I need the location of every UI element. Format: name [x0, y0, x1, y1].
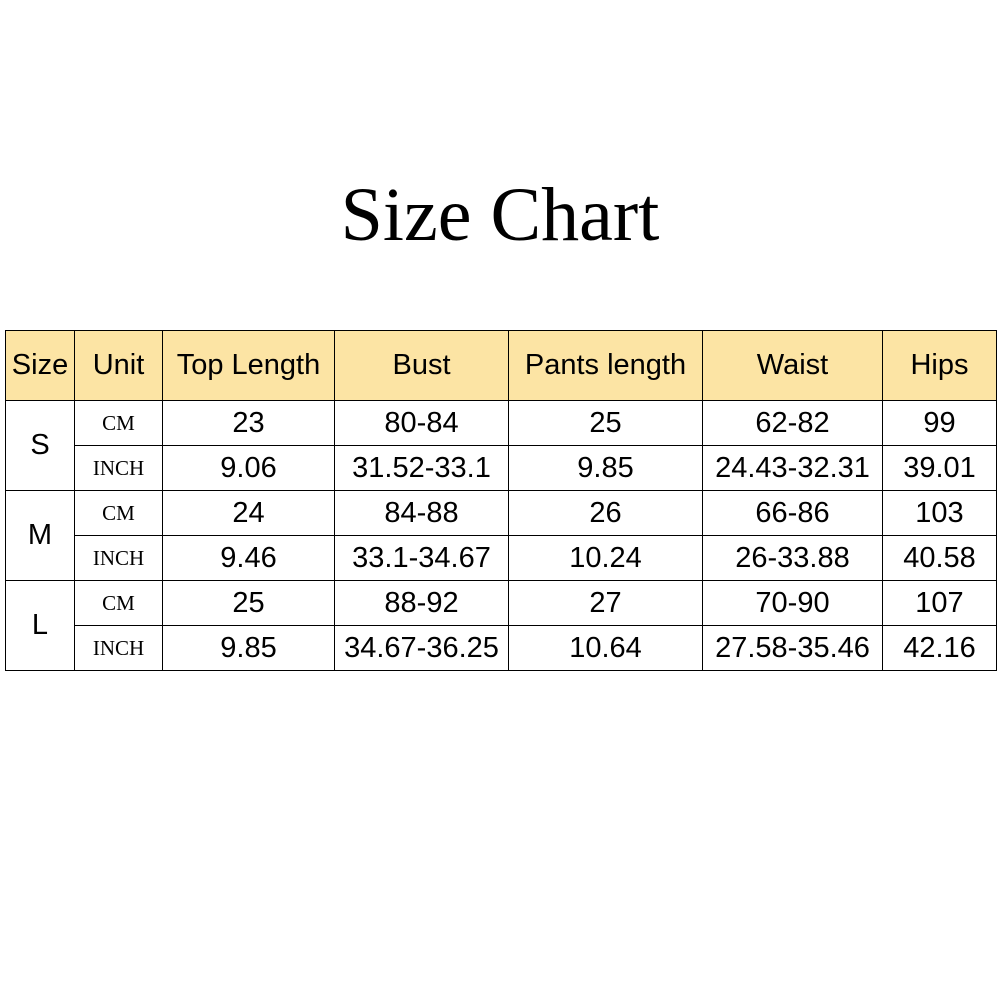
- top-length-cell: 25: [163, 581, 335, 626]
- page-title: Size Chart: [340, 173, 660, 257]
- size-cell: L: [6, 581, 75, 671]
- top-length-cell: 9.85: [163, 626, 335, 671]
- header-cell-unit: Unit: [75, 331, 163, 401]
- header-row: [6, 331, 997, 401]
- top-length-cell: 9.06: [163, 446, 335, 491]
- unit-cell: CM: [75, 491, 163, 536]
- unit-cell: CM: [75, 581, 163, 626]
- header-cell-size: Size: [6, 331, 75, 401]
- pants-length-cell: 9.85: [509, 446, 703, 491]
- waist-cell: 27.58-35.46: [703, 626, 883, 671]
- table-row: [6, 401, 997, 446]
- unit-cell: INCH: [75, 626, 163, 671]
- waist-cell: 24.43-32.31: [703, 446, 883, 491]
- header-cell-bust: Bust: [335, 331, 509, 401]
- pants-length-cell: 10.64: [509, 626, 703, 671]
- top-length-cell: 9.46: [163, 536, 335, 581]
- bust-cell: 88-92: [335, 581, 509, 626]
- top-length-cell: 24: [163, 491, 335, 536]
- waist-cell: 26-33.88: [703, 536, 883, 581]
- table-row: [6, 491, 997, 536]
- hips-cell: 103: [883, 491, 997, 536]
- bust-cell: 80-84: [335, 401, 509, 446]
- pants-length-cell: 10.24: [509, 536, 703, 581]
- size-chart-table: [5, 330, 997, 671]
- bust-cell: 33.1-34.67: [335, 536, 509, 581]
- unit-cell: CM: [75, 401, 163, 446]
- hips-cell: 42.16: [883, 626, 997, 671]
- size-cell: S: [6, 401, 75, 491]
- size-cell: M: [6, 491, 75, 581]
- unit-cell: INCH: [75, 536, 163, 581]
- header-cell-pants-length: Pants length: [509, 331, 703, 401]
- top-length-cell: 23: [163, 401, 335, 446]
- hips-cell: 99: [883, 401, 997, 446]
- pants-length-cell: 26: [509, 491, 703, 536]
- bust-cell: 34.67-36.25: [335, 626, 509, 671]
- header-cell-hips: Hips: [883, 331, 997, 401]
- waist-cell: 66-86: [703, 491, 883, 536]
- waist-cell: 62-82: [703, 401, 883, 446]
- bust-cell: 31.52-33.1: [335, 446, 509, 491]
- pants-length-cell: 25: [509, 401, 703, 446]
- unit-cell: INCH: [75, 446, 163, 491]
- table-row: [6, 536, 997, 581]
- header-cell-waist: Waist: [703, 331, 883, 401]
- hips-cell: 39.01: [883, 446, 997, 491]
- pants-length-cell: 27: [509, 581, 703, 626]
- bust-cell: 84-88: [335, 491, 509, 536]
- table-row: [6, 446, 997, 491]
- hips-cell: 40.58: [883, 536, 997, 581]
- waist-cell: 70-90: [703, 581, 883, 626]
- table-row: [6, 626, 997, 671]
- table-row: [6, 581, 997, 626]
- hips-cell: 107: [883, 581, 997, 626]
- header-cell-top-length: Top Length: [163, 331, 335, 401]
